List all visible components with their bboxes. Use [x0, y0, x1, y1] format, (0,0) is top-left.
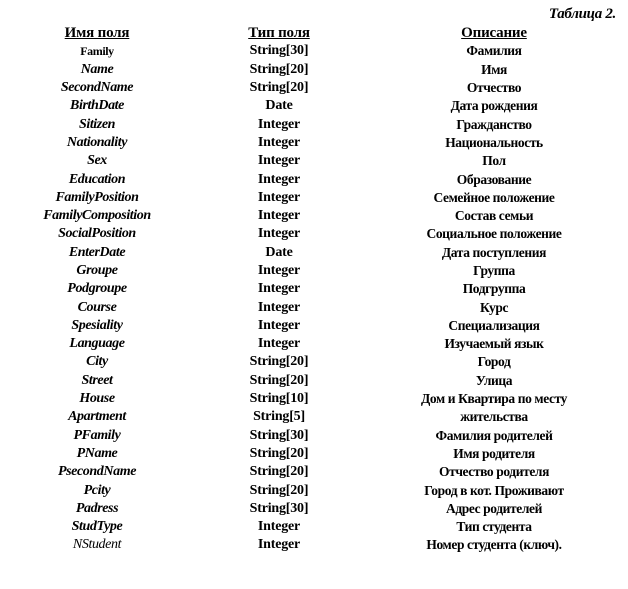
field-name-cell: NStudent [72, 537, 122, 553]
table-row [4, 298, 620, 316]
field-type-cell: Date [265, 244, 293, 260]
field-name-cell: Nationality [66, 134, 128, 150]
field-type-cell: Integer [257, 317, 301, 333]
table-row [4, 408, 620, 426]
field-type-cell: Integer [257, 134, 301, 150]
field-type-cell: String[30] [249, 500, 309, 516]
field-name-cell: FamilyPosition [55, 189, 139, 205]
table-row [4, 134, 620, 152]
table-row [4, 79, 620, 97]
table-row [4, 42, 620, 60]
table-row [4, 427, 620, 445]
field-name-cell: Family [80, 44, 114, 59]
field-description-cell: Национальность [445, 134, 543, 150]
field-type-cell: Integer [257, 171, 301, 187]
table-row [4, 61, 620, 79]
field-type-cell: String[20] [249, 372, 309, 388]
field-type-cell: Integer [257, 116, 301, 132]
field-type-cell: String[30] [249, 43, 309, 59]
table-row [4, 536, 620, 554]
table-row [4, 445, 620, 463]
field-name-cell: Sex [87, 153, 107, 169]
field-type-cell: String[20] [249, 80, 309, 96]
field-name-cell: Podgroupe [67, 281, 127, 297]
table-body [4, 42, 620, 554]
field-description-cell: Гражданство [456, 116, 532, 132]
field-name-cell: StudType [71, 519, 123, 535]
table-row [4, 280, 620, 298]
field-name-cell: House [79, 391, 115, 407]
table-row [4, 97, 620, 115]
field-type-cell: String[20] [249, 464, 309, 480]
table-row [4, 115, 620, 133]
field-type-cell: String[10] [249, 391, 309, 407]
field-description-cell: Подгруппа [462, 281, 526, 297]
field-name-cell: SocialPosition [58, 226, 136, 242]
field-type-cell: Integer [257, 537, 301, 553]
field-type-cell: Integer [257, 519, 301, 535]
column-header-field-name: Имя поля [64, 25, 130, 42]
field-description-cell: Изучаемый язык [444, 336, 544, 352]
table-row [4, 463, 620, 481]
field-description-cell: Дата поступления [441, 244, 547, 260]
field-description-cell: Курс [479, 299, 509, 315]
field-description-cell: Город в кот. Проживают [424, 482, 564, 498]
field-name-cell: SecondName [60, 80, 134, 96]
table-row [4, 207, 620, 225]
field-description-cell: Номер студента (ключ). [426, 537, 562, 553]
field-description-cell: Улица [475, 372, 513, 388]
field-type-cell: String[5] [253, 409, 305, 425]
table-row [4, 152, 620, 170]
field-name-cell: Pcity [83, 482, 111, 498]
fields-table [4, 24, 620, 555]
field-type-cell: Integer [257, 336, 301, 352]
field-type-cell: String[20] [249, 445, 309, 461]
field-name-cell: PsecondName [57, 464, 137, 480]
table-row [4, 500, 620, 518]
column-header-field-type: Тип поля [248, 25, 310, 42]
field-name-cell: Name [80, 61, 114, 77]
field-description-cell: Отчество родителя [438, 464, 550, 480]
field-description-cell: Имя [481, 61, 507, 77]
field-type-cell: Integer [257, 263, 301, 278]
table-row [4, 244, 620, 262]
table-row [4, 335, 620, 353]
field-description-cell: Город [477, 354, 511, 370]
field-description-cell: Семейное положение [433, 189, 555, 205]
field-description-cell: Фамилия родителей [435, 427, 553, 443]
field-name-cell: Sitizen [78, 116, 116, 132]
table-row [4, 518, 620, 536]
field-type-cell: String[20] [249, 61, 309, 77]
field-type-cell: String[20] [249, 482, 309, 498]
field-name-cell: Spesiality [71, 317, 123, 333]
field-name-cell: PName [76, 445, 118, 461]
field-name-cell: Course [77, 299, 117, 315]
table-row [4, 481, 620, 499]
field-description-cell: Адрес родителей [445, 500, 543, 516]
field-name-cell: Apartment [68, 409, 126, 425]
field-type-cell: Integer [257, 208, 301, 224]
field-name-cell: Groupe [76, 263, 118, 278]
field-description-cell: Тип студента [456, 519, 532, 535]
field-description-cell: Пол [482, 153, 506, 169]
field-name-cell: EnterDate [68, 244, 126, 260]
field-description-cell: Образование [456, 171, 532, 187]
field-name-cell: BirthDate [70, 98, 124, 114]
field-type-cell: String[20] [249, 354, 309, 370]
field-name-cell: Language [69, 336, 125, 352]
field-name-cell: City [86, 354, 108, 370]
field-type-cell: Integer [257, 189, 301, 205]
field-description-cell: Состав семьи [454, 208, 534, 224]
table-row [4, 317, 620, 335]
field-description-cell: Отчество [466, 80, 522, 96]
field-description-cell: жительства [460, 409, 528, 425]
field-type-cell: Integer [257, 281, 301, 297]
table-row [4, 262, 620, 280]
table-row [4, 353, 620, 371]
field-description-cell: Имя родителя [453, 445, 535, 461]
field-description-cell: Дата рождения [450, 98, 538, 114]
field-name-cell: FamilyComposition [43, 208, 151, 224]
field-description-cell: Фамилия [466, 43, 522, 59]
field-description-cell: Группа [473, 263, 515, 278]
field-type-cell: String[30] [249, 427, 309, 443]
field-type-cell: Integer [257, 299, 301, 315]
field-name-cell: Padress [75, 500, 119, 516]
field-name-cell: PFamily [73, 427, 121, 443]
table-header-row [4, 24, 620, 42]
field-type-cell: Integer [257, 153, 301, 169]
table-row [4, 372, 620, 390]
field-description-cell: Социальное положение [426, 226, 562, 242]
field-type-cell: Date [265, 98, 293, 114]
table-row [4, 170, 620, 188]
column-header-description: Описание [461, 25, 527, 42]
table-row [4, 390, 620, 408]
table-row [4, 225, 620, 243]
field-description-cell: Специализация [448, 317, 540, 333]
field-description-cell: Дом и Квартира по месту [421, 391, 567, 407]
table-row [4, 189, 620, 207]
table-caption: Таблица 2. [548, 6, 616, 22]
field-type-cell: Integer [257, 226, 301, 242]
field-name-cell: Education [68, 171, 126, 187]
field-name-cell: Street [81, 372, 113, 388]
